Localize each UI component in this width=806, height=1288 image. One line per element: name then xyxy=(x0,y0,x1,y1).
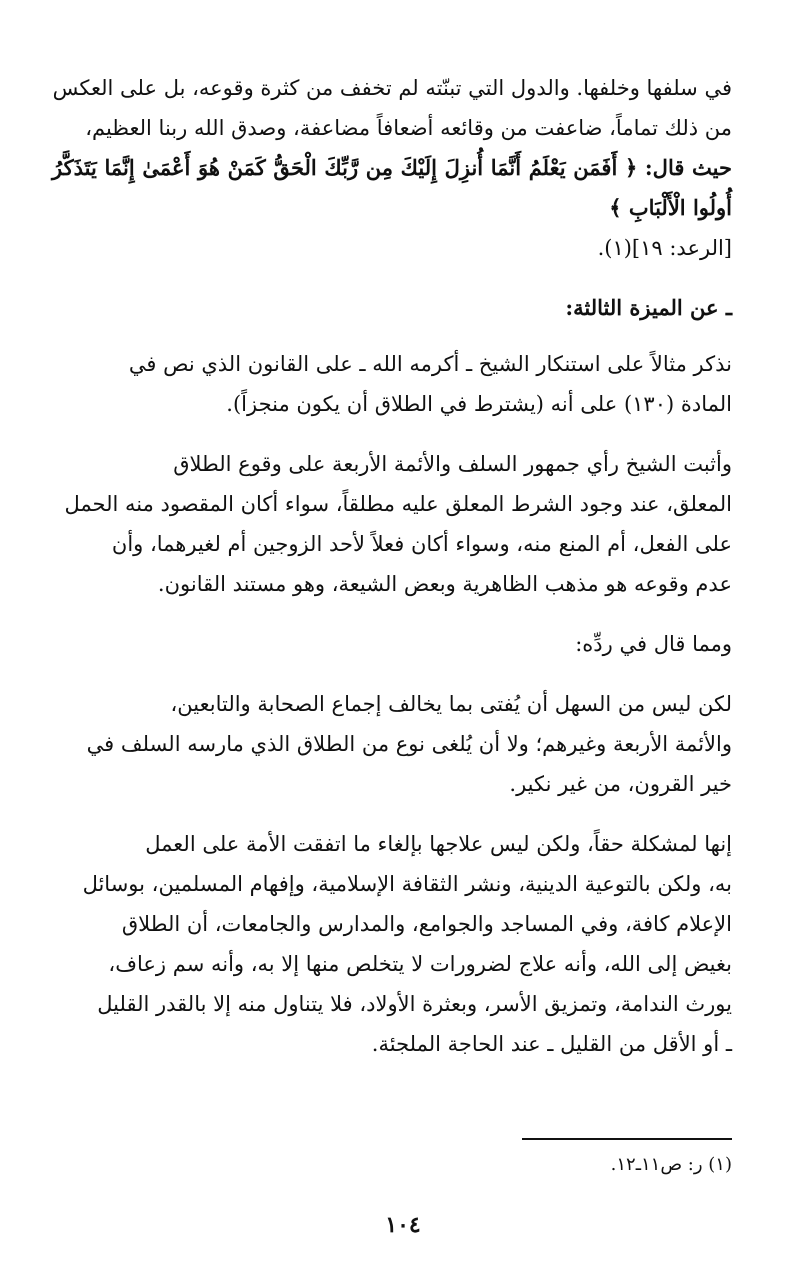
heading-text: ـ عن الميزة الثالثة: xyxy=(565,295,732,320)
paragraph-1 xyxy=(52,68,732,268)
paragraph-line: ومما قال في ردِّه: xyxy=(575,632,732,656)
paragraph-6 xyxy=(52,684,732,804)
paragraph-line: على الفعل، أم المنع منه، وسواء أكان فعلاً لأحد الزوجين أم لغيرهما، وأن xyxy=(111,532,732,556)
paragraph-3 xyxy=(52,344,732,424)
paragraph-line: إنها لمشكلة حقاً، ولكن ليس علاجها بإلغاء ما اتفقت الأمة على العمل xyxy=(145,832,732,856)
paragraph-line: ـ أو الأقل من القليل ـ عند الحاجة الملجئة. xyxy=(371,1032,732,1056)
section-heading xyxy=(52,288,732,328)
paragraph-7 xyxy=(52,824,732,1064)
paragraph-line: لكن ليس من السهل أن يُفتى بما يخالف إجماع الصحابة والتابعين، xyxy=(170,692,732,716)
paragraph-line: المعلق، عند وجود الشرط المعلق عليه مطلقاً، سواء أكان المقصود منه الحمل xyxy=(64,492,732,516)
footnote-divider xyxy=(522,1138,732,1140)
paragraph-line: من ذلك تماماً، ضاعفت من وقائعه أضعافاً مضاعفة، وصدق الله ربنا العظيم، xyxy=(85,116,732,140)
paragraph-line: المادة (١٣٠) على أنه (يشترط في الطلاق أن يكون منجزاً). xyxy=(226,392,732,416)
page-body xyxy=(52,68,732,1084)
footnote: (١) ر: ص١١ـ١٢. xyxy=(610,1154,732,1175)
page-number: ١٠٤ xyxy=(385,1212,421,1238)
quran-verse-line: حيث قال: ﴿ أَفَمَن يَعْلَمُ أَنَّمَا أُنزِلَ إِلَيْكَ مِن رَّبِّكَ الْحَقُّ كَمَنْ هُوَ أَعْمَىٰ إِنَّمَا يَتَذَكَّرُ أُولُوا الْأَلْبَابِ ﴾ xyxy=(52,155,732,220)
paragraph-line: في سلفها وخلفها. والدول التي تبنّته لم تخفف من كثرة وقوعه، بل على العكس xyxy=(52,76,732,100)
paragraph-line: به، ولكن بالتوعية الدينية، ونشر الثقافة الإسلامية، وإفهام المسلمين، بوسائل xyxy=(82,872,732,896)
paragraph-4 xyxy=(52,444,732,604)
paragraph-line: نذكر مثالاً على استنكار الشيخ ـ أكرمه الله ـ على القانون الذي نص في xyxy=(128,352,732,376)
paragraph-line: الإعلام كافة، وفي المساجد والجوامع، والمدارس والجامعات، أن الطلاق xyxy=(121,912,732,936)
paragraph-line: عدم وقوعه هو مذهب الظاهرية وبعض الشيعة، وهو مستند القانون. xyxy=(157,572,732,596)
paragraph-line: والأئمة الأربعة وغيرهم؛ ولا أن يُلغى نوع من الطلاق الذي مارسه السلف في xyxy=(86,732,732,756)
paragraph-line: يورث الندامة، وتمزيق الأسر، وبعثرة الأولاد، فلا يتناول منه إلا بالقدر القليل xyxy=(97,992,732,1016)
paragraph-line: بغيض إلى الله، وأنه علاج لضرورات لا يتخلص منها إلا به، وأنه سم زعاف، xyxy=(108,952,732,976)
paragraph-line: وأثبت الشيخ رأي جمهور السلف والأئمة الأربعة على وقوع الطلاق xyxy=(173,452,732,476)
verse-citation-line: [الرعد: ١٩](١). xyxy=(597,236,732,260)
paragraph-line: خير القرون، من غير نكير. xyxy=(509,772,732,796)
paragraph-5 xyxy=(52,624,732,664)
